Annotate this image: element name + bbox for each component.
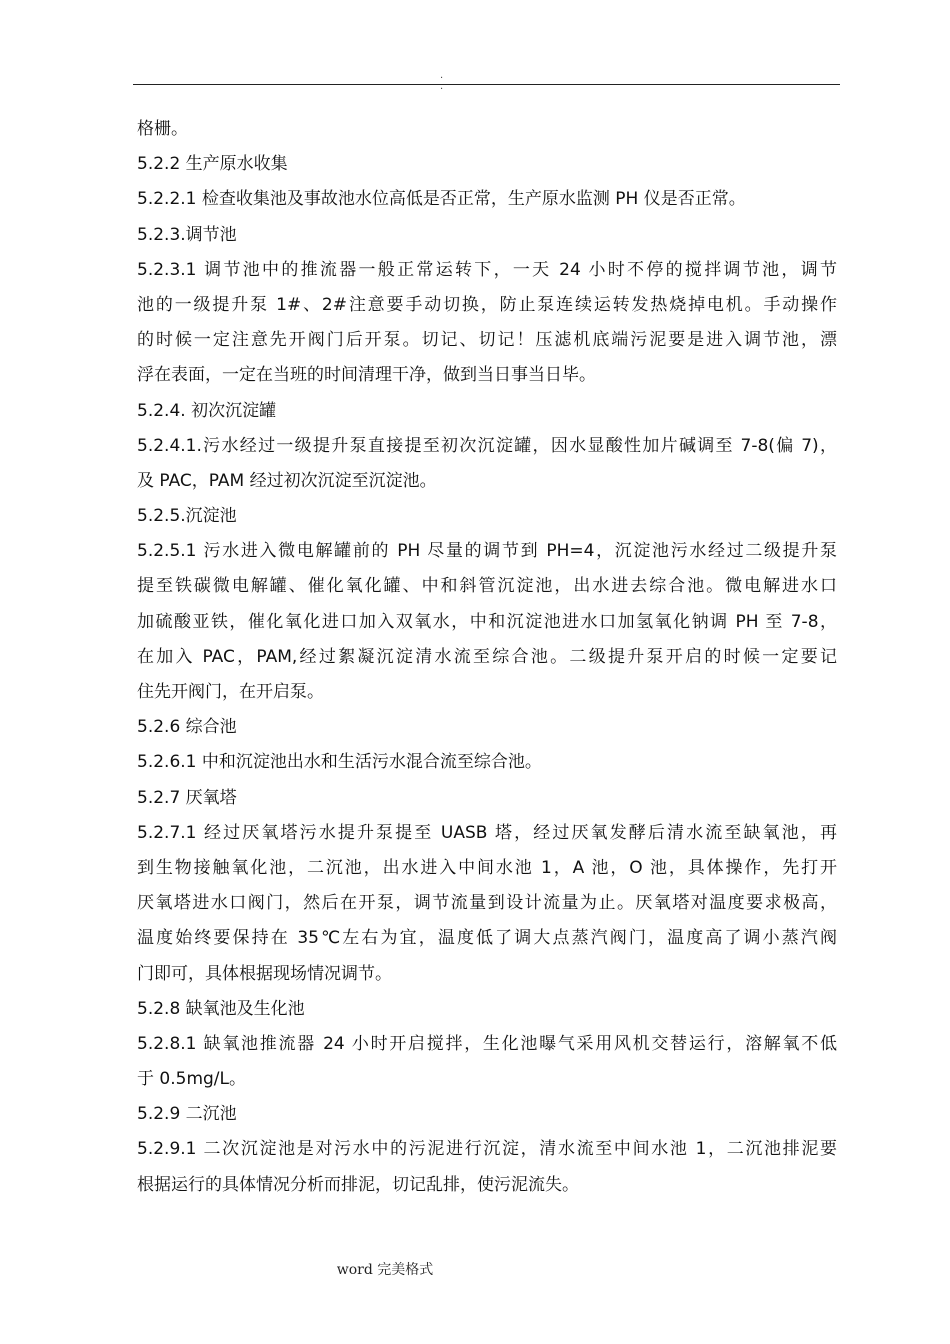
text-line: 5.2.7 厌氧塔: [137, 787, 237, 808]
text-line: 5.2.7.1 经过厌氧塔污水提升泵提至 UASB 塔，经过厌氧发酵后清水流至缺氧池，再: [137, 822, 837, 843]
text-line: 5.2.9 二沉池: [137, 1104, 237, 1125]
text-line: 于 0.5mg/L。: [137, 1069, 246, 1090]
text-line: 在加入 PAC，PAM,经过絮凝沉淀清水流至综合池。二级提升泵开启的时候一定要记: [137, 646, 837, 667]
footer-text: word 完美格式: [336, 1262, 434, 1278]
text-line: 根据运行的具体情况分析而排泥，切记乱排，使污泥流失。: [137, 1174, 579, 1195]
text-line: 门即可，具体根据现场情况调节。: [137, 963, 392, 984]
text-line: 5.2.3.调节池: [137, 224, 237, 245]
text-line: 5.2.6.1 中和沉淀池出水和生活污水混合流至综合池。: [137, 752, 542, 773]
text-line: 5.2.8.1 缺氧池推流器 24 小时开启搅拌，生化池曝气采用风机交替运行，溶解氧不低: [137, 1033, 837, 1054]
text-line: 5.2.4.1.污水经过一级提升泵直接提至初次沉淀罐，因水显酸性加片碱调至 7-8(偏 7)，: [137, 435, 837, 456]
text-line: 5.2.8 缺氧池及生化池: [137, 998, 305, 1019]
text-line: 5.2.9.1 二次沉淀池是对污水中的污泥进行沉淀，清水流至中间水池 1，二沉池排泥要: [137, 1139, 837, 1160]
text-line: 5.2.6 综合池: [137, 717, 237, 738]
header-rule: [133, 84, 840, 85]
text-line: 5.2.5.沉淀池: [137, 506, 237, 527]
text-line: 5.2.5.1 污水进入微电解罐前的 PH 尽量的调节到 PH=4，沉淀池污水经过二级提升泵: [137, 541, 837, 562]
text-line: 5.2.4. 初次沉淀罐: [137, 400, 277, 421]
page-footer: [0, 1259, 950, 1279]
text-line: 5.2.3.1 调节池中的推流器一般正常运转下，一天 24 小时不停的搅拌调节池，调节: [137, 259, 837, 280]
text-line: 5.2.2 生产原水收集: [137, 154, 288, 175]
text-line: 的时候一定注意先开阀门后开泵。切记、切记！压滤机底端污泥要是进入调节池，漂: [137, 330, 837, 351]
text-line: 住先开阀门，在开启泵。: [137, 682, 324, 702]
text-line: 提至铁碳微电解罐、催化氧化罐、中和斜管沉淀池，出水进去综合池。微电解进水口: [137, 576, 837, 597]
text-line: 及 PAC，PAM 经过初次沉淀至沉淀池。: [137, 470, 437, 491]
text-line: 格栅。: [137, 119, 188, 139]
text-line: 厌氧塔进水口阀门，然后在开泵，调节流量到设计流量为止。厌氧塔对温度要求极高，: [137, 893, 837, 914]
text-line: 5.2.2.1 检查收集池及事故池水位高低是否正常，生产原水监测 PH 仪是否正常。: [137, 189, 746, 210]
text-line: 池的一级提升泵 1#、2#注意要手动切换，防止泵连续运转发热烧掉电机。手动操作: [137, 294, 837, 315]
text-line: 加硫酸亚铁，催化氧化进口加入双氧水，中和沉淀池进水口加氢氧化钠调 PH 至 7-8，: [137, 611, 837, 632]
document-body: [137, 112, 837, 1203]
text-line: 温度始终要保持在 35℃左右为宜，温度低了调大点蒸汽阀门，温度高了调小蒸汽阀: [137, 928, 837, 949]
header-dots: . .: [440, 70, 504, 92]
text-line: 到生物接触氧化池，二沉池，出水进入中间水池 1，A 池，O 池，具体操作，先打开: [137, 857, 837, 878]
text-line: 浮在表面，一定在当班的时间清理干净，做到当日事当日毕。: [137, 365, 596, 386]
